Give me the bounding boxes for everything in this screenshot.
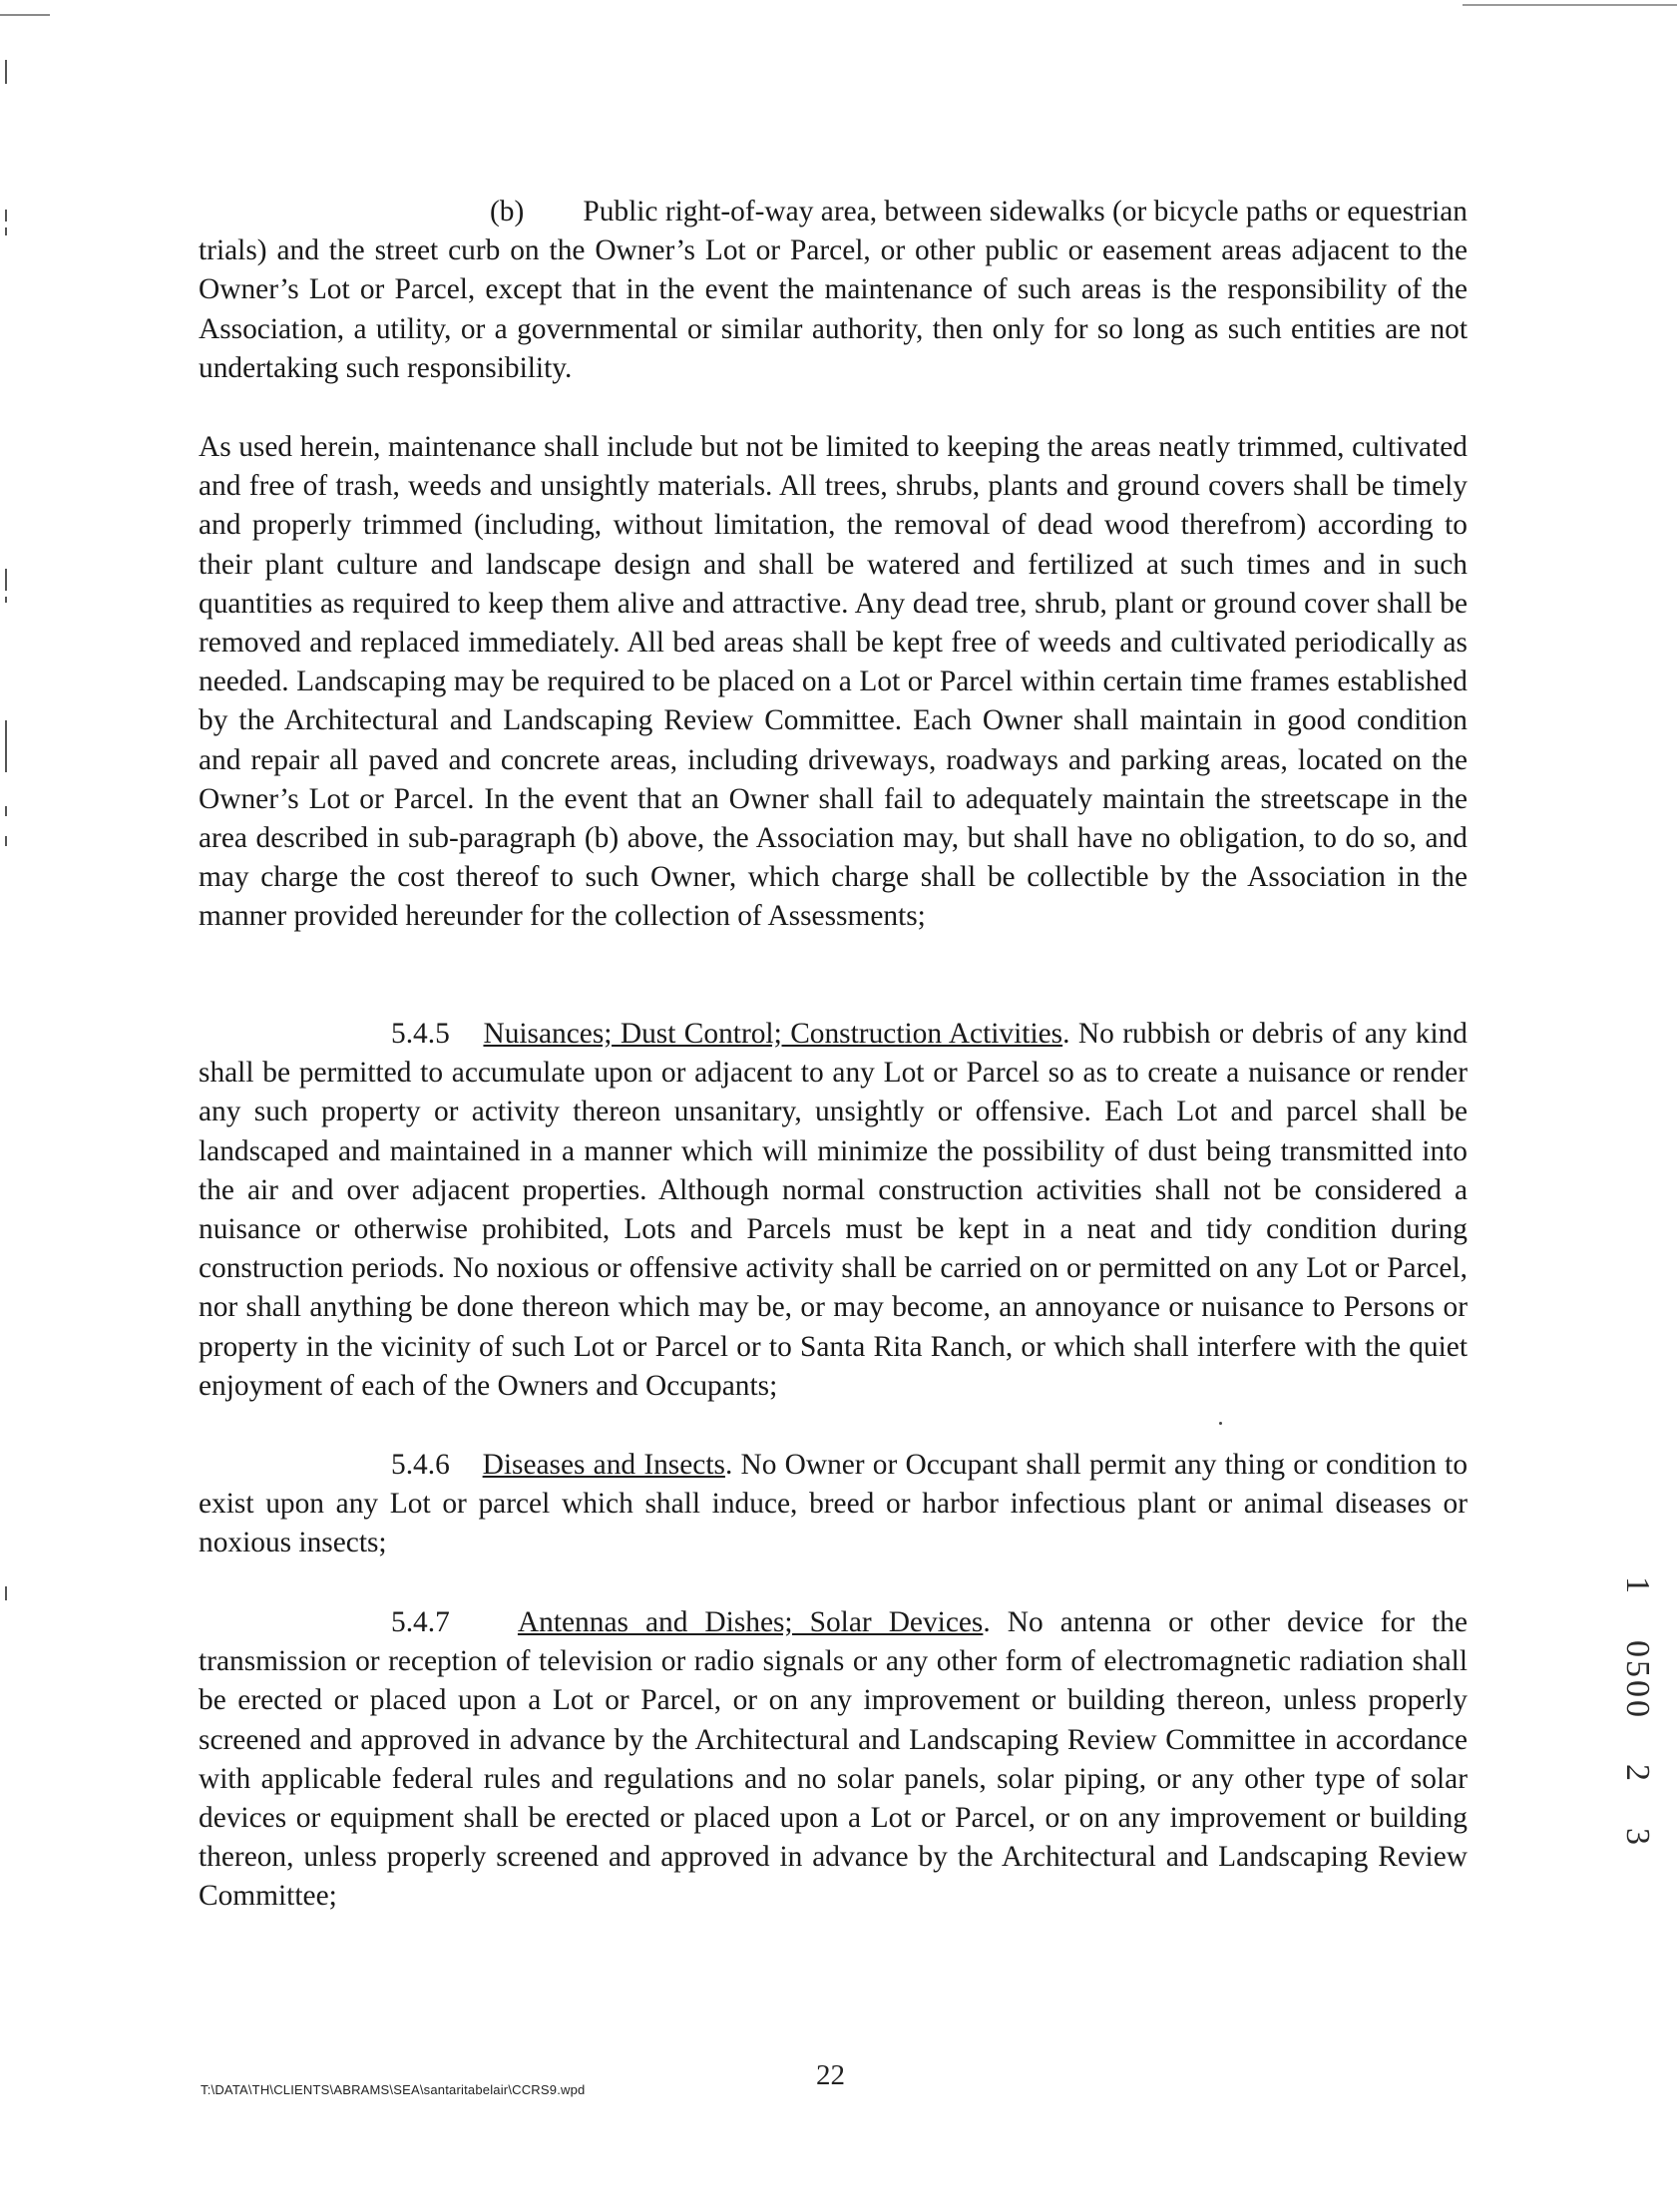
- margin-scan-mark: [5, 60, 7, 84]
- section-number: 5.4.5: [391, 1018, 450, 1050]
- maintenance-text: As used herein, maintenance shall include but not be limited to keeping the areas neatly trimmed, cultivated and free of trash, weeds and unsightly materials. All trees, shrubs, plants and ground covers shall be timely and properly trimmed (including, without limitation, the removal of dead wood therefrom) according to their plant culture and landscape design and shall be watered and fertilized at such times and in such quantities as required to keep them alive and attractive. Any dead tree, shrub, plant or ground cover shall be removed and replaced immediately. All bed areas shall be kept free of weeds and cultivated periodically as needed. Landscaping may be required to be placed on a Lot or Parcel within certain time frames established by the Architectural and Landscaping Review Committee. Each Owner shall maintain in good condition and repair all paved and concrete areas, including driveways, roadways and parking areas, located on the Owner’s Lot or Parcel. In the event that an Owner shall fail to adequately maintain the streetscape in the area described in sub-paragraph (b) above, the Association may, but shall have no obligation, to do so, and may charge the cost thereof to such Owner, which charge shall be collectible by the Association in the manner provided hereunder for the collection of Assessments;: [199, 431, 1467, 933]
- section-heading: Nuisances; Dust Control; Construction Activities: [483, 1018, 1063, 1050]
- footer-file-path: T:\DATA\TH\CLIENTS\ABRAMS\SEA\santaritabelair\CCRS9.wpd: [201, 2082, 586, 2097]
- stamp-part: 2: [1619, 1764, 1656, 1784]
- page-number: 22: [816, 2059, 845, 2091]
- section-number: 5.4.6: [391, 1449, 450, 1481]
- section-text: . No Owner or Occupant shall permit any thing or condition to exist upon any Lot or parcel which shall induce, breed or harbor infectious plant or animal diseases or noxious insects;: [199, 1449, 1468, 1559]
- section-number: 5.4.7: [391, 1606, 450, 1638]
- scan-speck: [1219, 1422, 1222, 1425]
- section-heading: Diseases and Insects: [482, 1449, 725, 1481]
- margin-scan-mark: [5, 720, 7, 772]
- margin-scan-mark: [5, 569, 7, 591]
- recording-stamp-text: [1618, 1576, 1656, 1892]
- sub-b-label: (b): [490, 196, 525, 227]
- section-5-4-7: [199, 1603, 1467, 1917]
- paragraph-maintenance: [199, 428, 1467, 937]
- paragraph-sub-b: [199, 193, 1467, 388]
- recording-stamp: [1616, 1576, 1656, 1976]
- margin-scan-mark: [5, 227, 7, 235]
- section-text: . No antenna or other device for the transmission or reception of television or radio signals or any other form of electromagnetic radiation shall be erected or placed upon a Lot or Parcel, or on any improvement or building thereon, unless properly screened and approved in advance by the Architectural and Landscaping Review Committee in accordance with applicable federal rules and regulations and no solar panels, solar piping, or any other type of solar devices or equipment shall be erected or placed upon a Lot or Parcel, or on any improvement or building thereon, unless properly screened and approved in advance by the Architectural and Landscaping Review Committee;: [199, 1606, 1468, 1913]
- scan-edge-line-right: [1463, 4, 1677, 6]
- section-heading: Antennas and Dishes; Solar Devices: [517, 1606, 984, 1638]
- section-5-4-5: [199, 1015, 1467, 1406]
- stamp-part: 1: [1619, 1576, 1656, 1596]
- sub-b-text: Public right-of-way area, between sidewalks (or bicycle paths or equestrian trials) and the street curb on the Owner’s Lot or Parcel, or other public or easement areas adjacent to the Owner’s Lot or Parcel, except that in the event the maintenance of such areas is the responsibility of the Association, a utility, or a governmental or similar authority, then only for so long as such entities are not undertaking such responsibility.: [199, 196, 1467, 384]
- margin-scan-mark: [5, 836, 7, 846]
- margin-scan-mark: [5, 210, 7, 221]
- stamp-part: 0500: [1619, 1640, 1656, 1720]
- section-5-4-6: [199, 1446, 1467, 1563]
- margin-scan-mark: [5, 1586, 7, 1600]
- margin-scan-mark: [5, 597, 7, 603]
- margin-scan-mark: [5, 806, 7, 816]
- section-text: . No rubbish or debris of any kind shall be permitted to accumulate upon or adjacent to any Lot or Parcel so as to create a nuisance or render any such property or activity thereon unsanitary, unsightly or offensive. Each Lot and parcel shall be landscaped and maintained in a manner which will minimize the possibility of dust being transmitted into the air and over adjacent properties. Although normal construction activities shall not be considered a nuisance or otherwise prohibited, Lots and Parcels must be kept in a neat and tidy condition during construction periods. No noxious or offensive activity shall be carried on or permitted on any Lot or Parcel, nor shall anything be done thereon which may be, or may become, an annoyance or nuisance to Persons or property in the vicinity of such Lot or Parcel or to Santa Rita Ranch, or which shall interfere with the quiet enjoyment of each of the Owners and Occupants;: [199, 1018, 1467, 1402]
- stamp-part: 3: [1619, 1828, 1656, 1848]
- scan-edge-line-left: [0, 14, 50, 16]
